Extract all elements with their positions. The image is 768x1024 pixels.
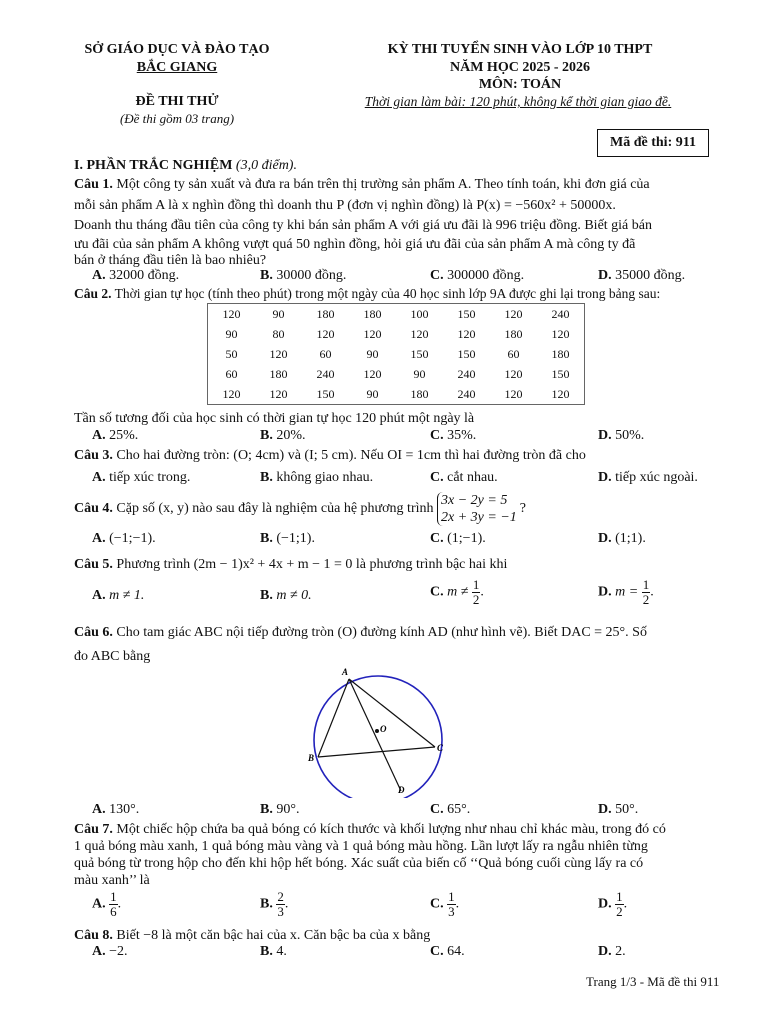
q4-option-a-text: (−1;−1). — [109, 531, 156, 546]
q1-line2: mỗi sản phẩm A là x nghìn đồng thì doanh thu P (đơn vị nghìn đồng) là P(x) = −560x² + 50000x. — [74, 198, 616, 213]
table-cell: 120 — [269, 346, 288, 361]
vertex-b-label: B — [308, 753, 315, 763]
table-cell: 180 — [316, 306, 335, 321]
q7-line4: màu xanh’’ là — [74, 873, 150, 888]
table-cell: 90 — [413, 366, 426, 381]
q8-text: Biết −8 là một căn bậc hai của x. Căn bậc ba của x bằng — [116, 928, 431, 943]
q5-label: Câu 5. — [74, 557, 113, 572]
q7-option-a[interactable]: A. $\frac{1}{6}$ . — [92, 889, 122, 919]
vertex-d-label: D — [398, 785, 405, 795]
q6-option-a-text: 130°. — [109, 802, 140, 817]
q5-option-a-text: m ≠ 1. — [109, 588, 145, 603]
table-cell: 120 — [551, 326, 570, 341]
q2-option-b[interactable] — [260, 428, 306, 444]
study-time-table — [207, 303, 585, 405]
circle-diagram — [300, 664, 460, 798]
table-cell: 90 — [225, 326, 238, 341]
q4-equation-2: 2x + 3y = −1 — [441, 509, 517, 525]
q3-option-b[interactable] — [260, 470, 373, 486]
q6-option-b[interactable] — [260, 802, 299, 818]
q1-option-d-text: 35000 đồng. — [615, 268, 686, 283]
q7-line1 — [74, 821, 704, 839]
section-title-text: I. PHẦN TRẮC NGHIỆM — [74, 158, 233, 173]
center-o-label: O — [380, 724, 387, 734]
option-letter-b: B. — [260, 944, 273, 959]
q3-option-c[interactable] — [430, 470, 498, 486]
exam-code-box: Mã đề thi: 911 — [597, 129, 709, 157]
q7-text1: Một chiếc hộp chứa ba quả bóng có kích thước và khối lượng như nhau chỉ khác màu, trong đó có — [116, 822, 666, 837]
option-letter-d: D. — [598, 268, 612, 283]
q8-option-b[interactable] — [260, 944, 287, 960]
q4-option-c-text: (1;−1). — [447, 531, 486, 546]
q8-line1 — [74, 927, 704, 945]
q5-text: Phương trình (2m − 1)x² + 4x + m − 1 = 0 là phương trình bậc hai khi — [116, 557, 508, 572]
table-cell: 180 — [410, 386, 429, 401]
q7-line2: 1 quả bóng màu xanh, 1 quả bóng màu vàng và 1 quả bóng màu hồng. Lần lượt lấy ra ngẫu nhiên từng — [74, 839, 648, 854]
table-row — [208, 364, 585, 384]
vertex-c-label: C — [437, 743, 444, 753]
option-letter-a: A. — [92, 531, 106, 546]
table-cell: 180 — [551, 346, 570, 361]
q8-option-c[interactable] — [430, 944, 465, 960]
q4-option-d-text: (1;1). — [615, 531, 646, 546]
q1-line1 — [74, 176, 704, 194]
table-row — [208, 304, 585, 325]
table-cell: 180 — [363, 306, 382, 321]
q2-option-a[interactable] — [92, 428, 138, 444]
q3-option-a[interactable] — [92, 470, 190, 486]
option-letter-a: A. — [92, 944, 106, 959]
q6-option-d-text: 50°. — [615, 802, 639, 817]
option-letter-b: B. — [260, 896, 273, 912]
table-cell: 120 — [269, 386, 288, 401]
option-letter-a: A. — [92, 588, 106, 603]
q3-option-c-text: cắt nhau. — [447, 470, 498, 485]
fraction-numerator: 1 — [642, 577, 650, 592]
table-cell: 50 — [225, 346, 238, 361]
q2-option-d[interactable] — [598, 428, 644, 444]
q5-option-d-pre: m = — [615, 584, 639, 600]
fraction-denominator: 3 — [277, 904, 284, 919]
option-letter-b: B. — [260, 802, 273, 817]
q2-option-c[interactable] — [430, 428, 476, 444]
option-letter-d: D. — [598, 944, 612, 959]
q2-label: Câu 2. — [74, 286, 112, 301]
q1-option-a[interactable] — [92, 268, 179, 284]
option-letter-d: D. — [598, 470, 612, 485]
q4-option-d[interactable] — [598, 531, 646, 547]
page-footer: Trang 1/3 - Mã đề thi 911 — [586, 974, 720, 989]
q1-option-c-text: 300000 đồng. — [447, 268, 525, 283]
q4-label: Câu 4. — [74, 501, 113, 516]
table-cell: 90 — [272, 306, 285, 321]
table-cell: 120 — [222, 306, 241, 321]
q4-option-b-text: (−1;1). — [276, 531, 315, 546]
fraction-denominator: 2 — [642, 592, 650, 607]
table-cell: 150 — [551, 366, 570, 381]
q7-label: Câu 7. — [74, 822, 113, 837]
fraction-numerator: 1 — [472, 577, 480, 592]
q8-option-b-text: 4. — [276, 944, 287, 959]
province-name: BẮC GIANG — [136, 60, 218, 75]
table-cell: 60 — [225, 366, 238, 381]
table-cell: 120 — [222, 386, 241, 401]
fraction-numerator: 2 — [277, 889, 284, 904]
table-cell: 240 — [551, 306, 570, 321]
option-letter-c: C. — [430, 944, 444, 959]
q4-option-b[interactable] — [260, 531, 315, 547]
q4-equation-1: 3x − 2y = 5 — [441, 492, 508, 508]
fraction-numerator: 1 — [110, 889, 117, 904]
option-letter-a: A. — [92, 428, 106, 443]
q6-label: Câu 6. — [74, 625, 113, 640]
time-note: Thời gian làm bài: 120 phút, không kể thời gian giao đề. — [364, 94, 672, 109]
option-letter-a: A. — [92, 268, 106, 283]
table-cell: 150 — [410, 346, 429, 361]
table-cell: 120 — [551, 386, 570, 401]
table-cell: 60 — [319, 346, 332, 361]
q5-option-b-text: m ≠ 0. — [276, 588, 312, 603]
q6-option-d[interactable] — [598, 802, 638, 818]
side-bc — [318, 747, 435, 757]
q1-line5: bán ở tháng đầu tiên là bao nhiêu? — [74, 253, 267, 268]
table-cell: 120 — [457, 326, 476, 341]
option-letter-d: D. — [598, 428, 612, 443]
q6-option-b-text: 90°. — [276, 802, 300, 817]
q4-option-c[interactable] — [430, 531, 486, 547]
option-letter-c: C. — [430, 896, 444, 912]
q1-option-c[interactable] — [430, 268, 524, 284]
q7-option-b[interactable]: B. $\frac{2}{3}$ . — [260, 889, 289, 919]
option-letter-c: C. — [430, 428, 444, 443]
table-cell: 100 — [410, 306, 429, 321]
q1-line4: ưu đãi của sản phẩm A không vượt quá 50 nghìn đồng, hỏi giá ưu đãi của sản phẩm A mà công ty đã — [74, 237, 636, 252]
option-letter-b: B. — [260, 531, 273, 546]
q5-option-d[interactable]: D. m = $\frac{1}{2}$ . — [598, 577, 654, 607]
q3-label: Câu 3. — [74, 448, 113, 463]
table-cell: 120 — [504, 306, 523, 321]
page-count-note: (Đề thi gồm 03 trang) — [119, 111, 235, 126]
table-cell: 150 — [457, 346, 476, 361]
q1-text1: Một công ty sản xuất và đưa ra bán trên thị trường sản phẩm A. Theo tính toán, khi đơn giá của — [116, 177, 650, 192]
vertex-a-label: A — [342, 667, 349, 677]
option-letter-a: A. — [92, 470, 106, 485]
option-letter-a: A. — [92, 896, 106, 912]
q6-option-a[interactable] — [92, 802, 139, 818]
side-ac — [349, 679, 435, 747]
fraction-numerator: 1 — [448, 889, 455, 904]
q8-option-a-text: −2. — [109, 944, 128, 959]
table-cell: 80 — [272, 326, 285, 341]
q4-line1 — [74, 490, 704, 528]
q7-option-c[interactable]: C. $\frac{1}{3}$ . — [430, 889, 460, 919]
q6-option-c[interactable] — [430, 802, 470, 818]
school-year: NĂM HỌC 2025 - 2026 — [450, 60, 590, 75]
option-letter-b: B. — [260, 428, 273, 443]
table-cell: 180 — [504, 326, 523, 341]
q6-line1 — [74, 624, 704, 642]
q5-option-b[interactable] — [260, 588, 312, 604]
table-row — [208, 324, 585, 344]
q5-option-c-pre: m ≠ — [447, 584, 469, 600]
q1-option-a-text: 32000 đồng. — [109, 268, 180, 283]
section-title — [74, 157, 704, 175]
q3-option-b-text: không giao nhau. — [276, 470, 374, 485]
q8-option-d-text: 2. — [615, 944, 626, 959]
q8-option-d[interactable] — [598, 944, 626, 960]
q4-option-a[interactable] — [92, 531, 156, 547]
side-ab — [318, 679, 349, 757]
table-cell: 150 — [316, 386, 335, 401]
q2-text: Thời gian tự học (tính theo phút) trong một ngày của 40 học sinh lớp 9A được ghi lại trong bảng sau: — [114, 286, 661, 301]
q7-option-d-fraction — [615, 890, 624, 919]
option-letter-b: B. — [260, 470, 273, 485]
option-letter-d: D. — [598, 896, 612, 912]
q1-line3: Doanh thu tháng đầu tiên của công ty khi bán sản phẩm A với giá ưu đãi là 996 triệu đồng. Biết giá bán — [74, 218, 652, 233]
option-letter-d: D. — [598, 531, 612, 546]
option-letter-c: C. — [430, 268, 444, 283]
q4-equation-system — [437, 492, 520, 526]
q3-option-a-text: tiếp xúc trong. — [109, 470, 191, 485]
q1-label: Câu 1. — [74, 177, 113, 192]
diameter-ad — [349, 679, 401, 791]
option-letter-a: A. — [92, 802, 106, 817]
option-letter-c: C. — [430, 531, 444, 546]
q4-question-mark: ? — [519, 501, 526, 516]
fraction-denominator: 2 — [472, 592, 480, 607]
q7-option-d[interactable]: D. $\frac{1}{2}$ . — [598, 889, 628, 919]
q3-line1 — [74, 447, 704, 465]
q2-question: Tần số tương đối của học sinh có thời gian tự học 120 phút một ngày là — [74, 411, 475, 426]
q5-option-a[interactable] — [92, 588, 144, 604]
option-letter-b: B. — [260, 588, 273, 603]
q5-option-d-fraction — [642, 578, 651, 607]
fraction-denominator: 3 — [448, 904, 455, 919]
fraction-numerator: 1 — [616, 889, 623, 904]
q2-option-c-text: 35%. — [447, 428, 477, 443]
q6-line2: đo ABC bằng — [74, 649, 151, 664]
q3-text: Cho hai đường tròn: (O; 4cm) và (I; 5 cm). Nếu OI = 1cm thì hai đường tròn đã cho — [116, 448, 586, 463]
q4-text: Cặp số (x, y) nào sau đây là nghiệm của hệ phương trình — [116, 501, 434, 516]
document-type: ĐỀ THI THỬ — [135, 94, 219, 109]
table-cell: 240 — [457, 386, 476, 401]
q7-option-c-fraction — [447, 890, 456, 919]
subject: MÔN: TOÁN — [478, 77, 562, 92]
q6-option-c-text: 65°. — [447, 802, 471, 817]
q3-option-d-text: tiếp xúc ngoài. — [615, 470, 698, 485]
option-letter-c: C. — [430, 470, 444, 485]
table-row — [208, 344, 585, 364]
table-cell: 150 — [457, 306, 476, 321]
q2-line1 — [74, 285, 704, 303]
q3-option-d[interactable] — [598, 470, 698, 486]
exam-title: KỲ THI TUYỂN SINH VÀO LỚP 10 THPT — [387, 42, 653, 57]
q1-option-b[interactable] — [260, 268, 346, 284]
q5-option-c[interactable]: C. m ≠ $\frac{1}{2}$ . — [430, 577, 484, 607]
table-cell: 90 — [366, 386, 379, 401]
table-cell: 120 — [363, 326, 382, 341]
q6-text1: Cho tam giác ABC nội tiếp đường tròn (O) đường kính AD (như hình vẽ). Biết DAC = 25°. Số — [116, 625, 647, 640]
q7-option-b-fraction — [276, 890, 285, 919]
q2-option-d-text: 50%. — [615, 428, 645, 443]
q8-option-c-text: 64. — [447, 944, 465, 959]
table-cell: 120 — [410, 326, 429, 341]
q8-label: Câu 8. — [74, 928, 113, 943]
q7-line3: quả bóng từ trong hộp cho đến khi hộp hết bóng. Xác suất của biến cố ‘‘Quả bóng cuối cùng lấy ra có — [74, 856, 644, 871]
q2-option-b-text: 20%. — [276, 428, 306, 443]
option-letter-c: C. — [430, 584, 444, 600]
table-cell: 120 — [363, 366, 382, 381]
q5-option-c-fraction — [472, 578, 481, 607]
table-row — [208, 384, 585, 405]
department-name: SỞ GIÁO DỤC VÀ ĐÀO TẠO — [84, 42, 270, 57]
table-cell: 240 — [316, 366, 335, 381]
q5-line1 — [74, 556, 704, 574]
table-cell: 120 — [316, 326, 335, 341]
center-point — [375, 729, 379, 733]
option-letter-d: D. — [598, 802, 612, 817]
option-letter-b: B. — [260, 268, 273, 283]
table-cell: 90 — [366, 346, 379, 361]
table-cell: 240 — [457, 366, 476, 381]
table-cell: 120 — [504, 366, 523, 381]
fraction-denominator: 2 — [616, 904, 623, 919]
section-points: (3,0 điểm). — [235, 158, 297, 173]
table-cell: 60 — [507, 346, 520, 361]
fraction-denominator: 6 — [110, 904, 117, 919]
table-cell: 120 — [504, 386, 523, 401]
q1-option-b-text: 30000 đồng. — [276, 268, 347, 283]
q8-option-a[interactable] — [92, 944, 128, 960]
option-letter-d: D. — [598, 584, 612, 600]
table-cell: 180 — [269, 366, 288, 381]
q7-option-a-fraction — [109, 890, 118, 919]
q2-option-a-text: 25%. — [109, 428, 139, 443]
q1-option-d[interactable] — [598, 268, 685, 284]
option-letter-c: C. — [430, 802, 444, 817]
